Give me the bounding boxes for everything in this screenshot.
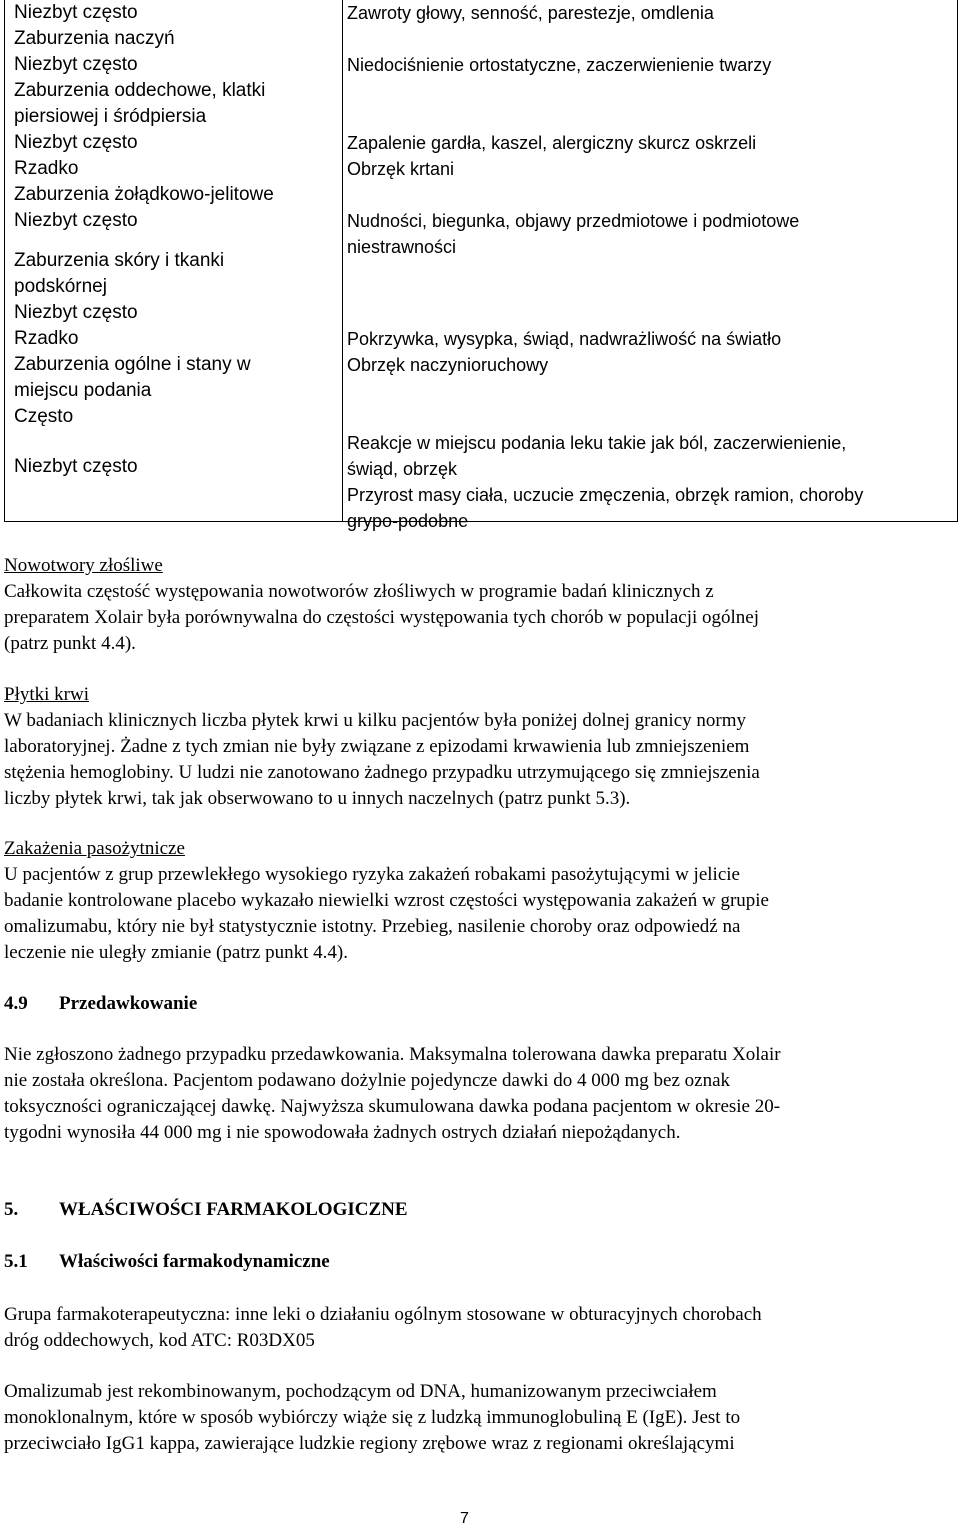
paragraph-line: W badaniach klinicznych liczba płytek krwi u kilku pacjentów była poniżej dolnej granicy normy (4, 710, 747, 731)
paragraph-line: (patrz punkt 4.4). (4, 633, 136, 654)
table-cell: świąd, obrzęk (347, 459, 458, 479)
table-cell: Rzadko (14, 158, 79, 179)
paragraph-line: Całkowita częstość występowania nowotworów złośliwych w programie badań klinicznych z (4, 581, 714, 602)
table-cell: Przyrost masy ciała, uczucie zmęczenia, obrzęk ramion, choroby (347, 485, 864, 505)
section-title: Nowotwory złośliwe (4, 555, 163, 576)
table-column-divider (342, 0, 343, 522)
table-cell: grypo-podobne (347, 511, 469, 531)
paragraph-line: leczenie nie uległy zmianie (patrz punkt 4.4). (4, 942, 348, 963)
table-cell: Niezbyt często (14, 54, 138, 75)
paragraph-line: preparatem Xolair była porównywalna do częstości występowania tych chorób w populacji ogólnej (4, 607, 760, 628)
heading-overdose (4, 991, 197, 1017)
paragraph-line: Grupa farmakoterapeutyczna: inne leki o działaniu ogólnym stosowane w obturacyjnych chorobach (4, 1304, 762, 1325)
paragraph-line: Omalizumab jest rekombinowanym, pochodzącym od DNA, humanizowanym przeciwciałem (4, 1381, 717, 1402)
table-cell: Pokrzywka, wysypka, świąd, nadwrażliwość na światło (347, 329, 782, 349)
paragraph-line: badanie kontrolowane placebo wykazało niewielki wzrost częstości występowania zakażeń w grupie (4, 890, 769, 911)
table-cell: Zaburzenia oddechowe, klatki (14, 80, 266, 101)
table-cell: Zaburzenia skóry i tkanki (14, 250, 225, 271)
page-number: 7 (460, 1510, 469, 1527)
heading-pharmacological-properties (4, 1197, 408, 1223)
paragraph-line: Nie zgłoszono żadnego przypadku przedawkowania. Maksymalna tolerowana dawka preparatu Xolair (4, 1044, 781, 1065)
paragraph-line: monoklonalnym, które w sposób wybiórczy wiąże się z ludzką immunoglobuliną E (IgE). Jest to (4, 1407, 741, 1428)
heading-number: 5. (4, 1199, 19, 1220)
table-cell: Rzadko (14, 328, 79, 349)
table-cell: miejscu podania (14, 380, 152, 401)
section-platelets (4, 682, 954, 812)
heading-pharmacodynamic-properties (4, 1249, 330, 1275)
heading-title: Właściwości farmakodynamiczne (59, 1251, 330, 1272)
table-cell: Zaburzenia żołądkowo-jelitowe (14, 184, 274, 205)
table-cell: piersiowej i śródpiersia (14, 106, 207, 127)
table-cell: podskórnej (14, 276, 107, 297)
heading-number: 5.1 (4, 1251, 28, 1272)
paragraph-line: nie została określona. Pacjentom podawano dożylnie pojedyncze dawki do 4 000 mg bez oznak (4, 1070, 730, 1091)
table-cell: niestrawności (347, 237, 457, 257)
heading-title: Przedawkowanie (59, 993, 198, 1014)
table-cell: Niezbyt często (14, 2, 138, 23)
paragraph-line: przeciwciało IgG1 kappa, zawierające ludzkie regiony zrębowe wraz z regionami określającymi (4, 1433, 735, 1454)
table-cell: Niezbyt często (14, 302, 138, 323)
heading-number: 4.9 (4, 993, 28, 1014)
paragraph-pharmacotherapeutic-group (4, 1302, 954, 1354)
table-cell: Obrzęk krtani (347, 159, 455, 179)
table-cell: Niezbyt często (14, 210, 138, 231)
paragraph-line: toksyczności ograniczającej dawkę. Najwyższa skumulowana dawka podana pacjentom w okresie 20- (4, 1096, 781, 1117)
table-cell: Obrzęk naczynioruchowy (347, 355, 549, 375)
table-cell: Zapalenie gardła, kaszel, alergiczny skurcz oskrzeli (347, 133, 757, 153)
heading-title: WŁAŚCIWOŚCI FARMAKOLOGICZNE (59, 1199, 408, 1220)
table-cell: Reakcje w miejscu podania leku takie jak ból, zaczerwienienie, (347, 433, 847, 453)
section-title: Płytki krwi (4, 684, 89, 705)
table-right-column (347, 0, 947, 534)
table-cell: Niezbyt często (14, 456, 138, 477)
table-cell: Zawroty głowy, senność, parestezje, omdlenia (347, 3, 714, 23)
section-overdose-text (4, 1042, 954, 1146)
table-left-column (14, 0, 334, 480)
table-cell: Niedociśnienie ortostatyczne, zaczerwienienie twarzy (347, 55, 772, 75)
paragraph-line: liczby płytek krwi, tak jak obserwowano to u innych naczelnych (patrz punkt 5.3). (4, 788, 631, 809)
section-parasitic-infections (4, 836, 954, 966)
table-cell: Często (14, 406, 74, 427)
section-title: Zakażenia pasożytnicze (4, 838, 185, 859)
table-cell: Zaburzenia naczyń (14, 28, 175, 49)
paragraph-omalizumab (4, 1379, 954, 1457)
paragraph-line: omalizumabu, który nie był statystycznie istotny. Przebieg, nasilenie choroby oraz odpowiedź na (4, 916, 741, 937)
paragraph-line: stężenia hemoglobiny. U ludzi nie zanotowano żadnego przypadku utrzymującego się zmniejszenia (4, 762, 760, 783)
table-cell: Zaburzenia ogólne i stany w (14, 354, 251, 375)
paragraph-line: tygodni wynosiła 44 000 mg i nie spowodowała żadnych ostrych działań niepożądanych. (4, 1122, 681, 1143)
section-malignancies (4, 553, 954, 657)
paragraph-line: laboratoryjnej. Żadne z tych zmian nie były związane z epizodami krwawienia lub zmniejszeniem (4, 736, 750, 757)
paragraph-line: U pacjentów z grup przewlekłego wysokiego ryzyka zakażeń robakami pasożytującymi w jelicie (4, 864, 740, 885)
paragraph-line: dróg oddechowych, kod ATC: R03DX05 (4, 1330, 315, 1351)
table-cell: Niezbyt często (14, 132, 138, 153)
table-cell: Nudności, biegunka, objawy przedmiotowe i podmiotowe (347, 211, 800, 231)
